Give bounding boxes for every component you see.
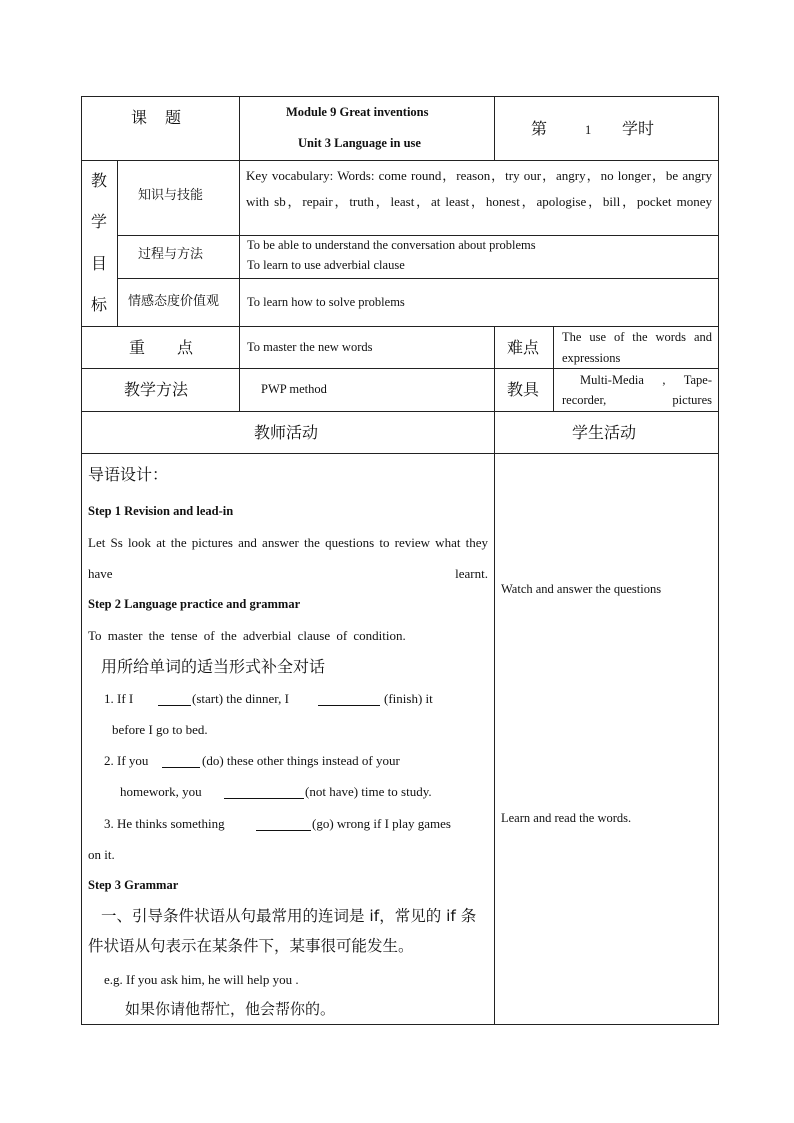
exercise-3-blank bbox=[256, 819, 311, 831]
exercise-1-end: (finish) it bbox=[384, 691, 433, 706]
step3-title: Step 3 Grammar bbox=[88, 878, 179, 892]
exercise-1-cont: before I go to bed. bbox=[112, 722, 208, 737]
keypoints-label: 重 点 bbox=[129, 338, 194, 357]
step1-text: Let Ss look at the pictures and answer the questions to review what they have learnt. bbox=[88, 535, 488, 581]
step1-title: Step 1 Revision and lead-in bbox=[88, 504, 234, 518]
column-divider bbox=[117, 160, 118, 326]
process-label: 过程与方法 bbox=[138, 247, 204, 262]
column-divider bbox=[553, 326, 554, 411]
keypoints-text: To master the new words bbox=[247, 340, 373, 354]
module-title: Module 9 Great inventions bbox=[286, 105, 429, 119]
exercise-2-middle: (do) these other things instead of your bbox=[202, 753, 400, 768]
column-divider bbox=[494, 97, 495, 160]
objectives-char-4: 标 bbox=[91, 295, 108, 314]
exercise-3-start: 3. He thinks something bbox=[104, 816, 225, 831]
grammar-line-1: 一、引导条件状语从句最常用的连词是 if，常见的 if 条 bbox=[101, 907, 477, 925]
row-divider bbox=[117, 278, 718, 279]
method-text: PWP method bbox=[261, 382, 327, 396]
unit-title: Unit 3 Language in use bbox=[298, 136, 421, 150]
example-english: e.g. If you ask him, he will help you . bbox=[104, 972, 299, 987]
attitude-label: 情感态度价值观 bbox=[128, 294, 220, 309]
objectives-char-2: 学 bbox=[91, 212, 108, 231]
lesson-number: 1 bbox=[585, 123, 592, 137]
objectives-char-3: 目 bbox=[91, 254, 108, 273]
attitude-text: To learn how to solve problems bbox=[247, 295, 405, 309]
topic-label: 课 题 bbox=[131, 108, 183, 127]
difficulty-text: The use of the words and expressions bbox=[562, 330, 712, 365]
exercise-1-blank-1 bbox=[158, 694, 191, 706]
method-label: 教学方法 bbox=[124, 380, 189, 399]
difficulty-label: 难点 bbox=[507, 338, 540, 357]
row-divider bbox=[82, 453, 718, 454]
student-activity-1: Watch and answer the questions bbox=[501, 582, 662, 596]
row-divider bbox=[82, 160, 718, 161]
knowledge-label: 知识与技能 bbox=[138, 188, 204, 203]
student-activity-2: Learn and read the words. bbox=[501, 811, 632, 825]
teacher-activity-header: 教师活动 bbox=[254, 423, 319, 442]
example-chinese: 如果你请他帮忙，他会帮你的。 bbox=[125, 1000, 336, 1018]
row-divider bbox=[117, 235, 718, 236]
column-divider bbox=[239, 97, 240, 411]
process-line-2: To learn to use adverbial clause bbox=[247, 258, 405, 272]
objectives-char-1: 教 bbox=[91, 171, 108, 190]
grammar-line-2: 件状语从句表示在某条件下，某事很可能发生。 bbox=[88, 937, 414, 955]
exercise-3-end: (go) wrong if I play games bbox=[312, 816, 451, 831]
exercise-2-cont: homework, you bbox=[120, 784, 202, 799]
lesson-prefix: 第 bbox=[531, 119, 548, 138]
intro-heading: 导语设计： bbox=[88, 465, 169, 484]
tools-label: 教具 bbox=[507, 380, 540, 399]
exercise-2-blank-2 bbox=[224, 787, 304, 799]
lesson-suffix: 学时 bbox=[622, 119, 655, 138]
tools-text: Multi-Media , Tape-recorder, pictures bbox=[562, 373, 712, 407]
exercise-1-start: 1. If I bbox=[104, 691, 134, 706]
exercise-1-blank-2 bbox=[318, 694, 380, 706]
exercise-title: 用所给单词的适当形式补全对话 bbox=[101, 657, 326, 676]
exercise-1-middle: (start) the dinner, I bbox=[192, 691, 289, 706]
step2-title: Step 2 Language practice and grammar bbox=[88, 597, 301, 611]
knowledge-text: Key vocabulary: Words: come round，reason，try our，angry，no longer，be angry with sb，repair，truth，least，at least，honest，apologise，bill，pocket money bbox=[246, 168, 712, 209]
step2-text: To master the tense of the adverbial clause of condition. bbox=[88, 628, 406, 643]
process-line-1: To be able to understand the conversation about problems bbox=[247, 238, 536, 252]
exercise-2-end: (not have) time to study. bbox=[305, 784, 432, 799]
student-activity-header: 学生活动 bbox=[572, 423, 637, 442]
column-divider bbox=[494, 326, 495, 1024]
exercise-3-cont: on it. bbox=[88, 847, 115, 862]
exercise-2-blank-1 bbox=[162, 756, 200, 768]
row-divider bbox=[82, 411, 718, 412]
exercise-2-start: 2. If you bbox=[104, 753, 149, 768]
